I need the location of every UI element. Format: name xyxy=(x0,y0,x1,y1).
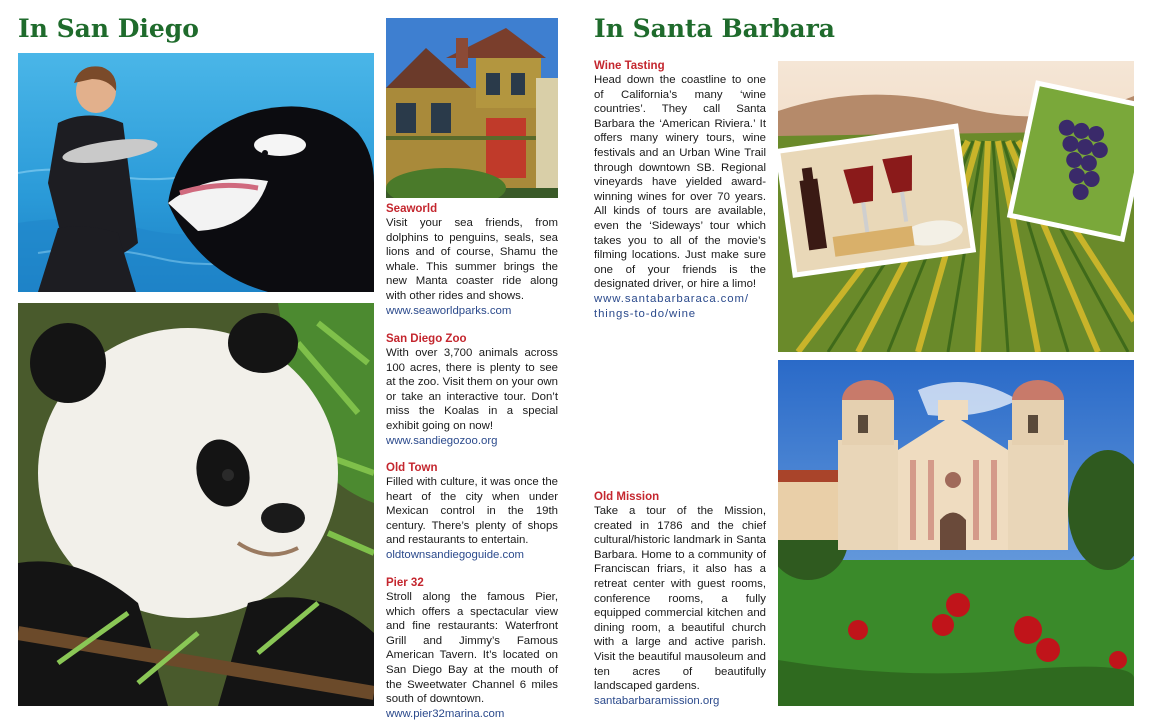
article-title: Old Town xyxy=(386,462,438,474)
article-old-mission xyxy=(594,490,766,708)
san-diego-articles-3 xyxy=(386,461,558,563)
san-diego-articles xyxy=(386,202,558,318)
article-title: Wine Tasting xyxy=(594,60,665,72)
article-title: Old Mission xyxy=(594,491,660,503)
article-san-diego-zoo xyxy=(386,332,558,448)
panda-photo xyxy=(18,303,374,706)
article-link[interactable]: www.santabarbaraca.com/ xyxy=(594,292,749,305)
article-pier-32 xyxy=(386,576,558,721)
san-diego-heading: In San Diego xyxy=(18,14,199,43)
vineyard-photo xyxy=(778,61,1134,352)
san-diego-articles-2 xyxy=(386,332,558,448)
santa-barbara-articles-2 xyxy=(594,490,766,708)
article-body: Visit your sea friends, from dolphins to penguins, seals, sea lions and of course, Shamu the whale. This summer brings the new Manta coaster ride along with other rides and shows. xyxy=(386,217,558,302)
article-title: Seaworld xyxy=(386,203,438,215)
article-title: Pier 32 xyxy=(386,577,424,589)
article-body: Filled with culture, it was once the heart of the city when under Mexican control in the 19th century. There’s plenty of shops and restaurants to entertain. xyxy=(386,476,558,547)
article-wine-tasting xyxy=(594,59,766,321)
article-link-continued[interactable]: things-to-do/wine xyxy=(594,307,697,320)
seaworld-orca-photo xyxy=(18,53,374,292)
article-body: Head down the coastline to one of California’s many ‘wine countries’. They call Santa Barbara the ‘American Riviera.’ It offers many winery tours, wine festivals and an Urban Wine Trail through downtown SB. Regional vineyards have yielded award-winning wines for over 70 years. All kinds of tours are available, even the ‘Sideways’ tour which takes you to all of the movie’s filming locations. Just make sure one of your friends is the designated driver, or hire a limo! xyxy=(594,74,766,291)
article-body: Take a tour of the Mission, created in 1786 and the chief cultural/historic landmark in Santa Barbara. Home to a community of Franciscan friars, it also has a retreat center with guest rooms, conference rooms, a fully equipped commercial kitchen and dining room, a beautiful church with a large and active parish. Visit the beautiful mausoleum and ten acres of beautifully landscaped gardens. xyxy=(594,505,766,693)
old-town-house-photo xyxy=(386,18,558,198)
santa-barbara-heading: In Santa Barbara xyxy=(594,14,836,43)
article-link[interactable]: www.pier32marina.com xyxy=(386,707,505,720)
article-body: With over 3,700 animals across 100 acres, there is plenty to see at the zoo. Visit them on your own or take an interactive tour. Don’t miss the Koalas in a special exhibit going on now! xyxy=(386,347,558,432)
article-link[interactable]: santabarbaramission.org xyxy=(594,694,720,707)
article-body: Stroll along the famous Pier, which offers a spectacular view and fine restaurants: Waterfront Grill and Jimmy’s Famous American Tavern. It’s located on San Diego Bay at the mouth of the Sweetwater Channel 6 miles south of downtown. xyxy=(386,591,558,706)
old-mission-photo xyxy=(778,360,1134,706)
article-seaworld xyxy=(386,202,558,318)
article-link[interactable]: oldtownsandiegoguide.com xyxy=(386,548,525,561)
santa-barbara-articles xyxy=(594,59,766,321)
article-link[interactable]: www.seaworldparks.com xyxy=(386,304,512,317)
article-title: San Diego Zoo xyxy=(386,333,467,345)
article-link[interactable]: www.sandiegozoo.org xyxy=(386,434,498,447)
article-old-town xyxy=(386,461,558,563)
san-diego-articles-4 xyxy=(386,576,558,721)
